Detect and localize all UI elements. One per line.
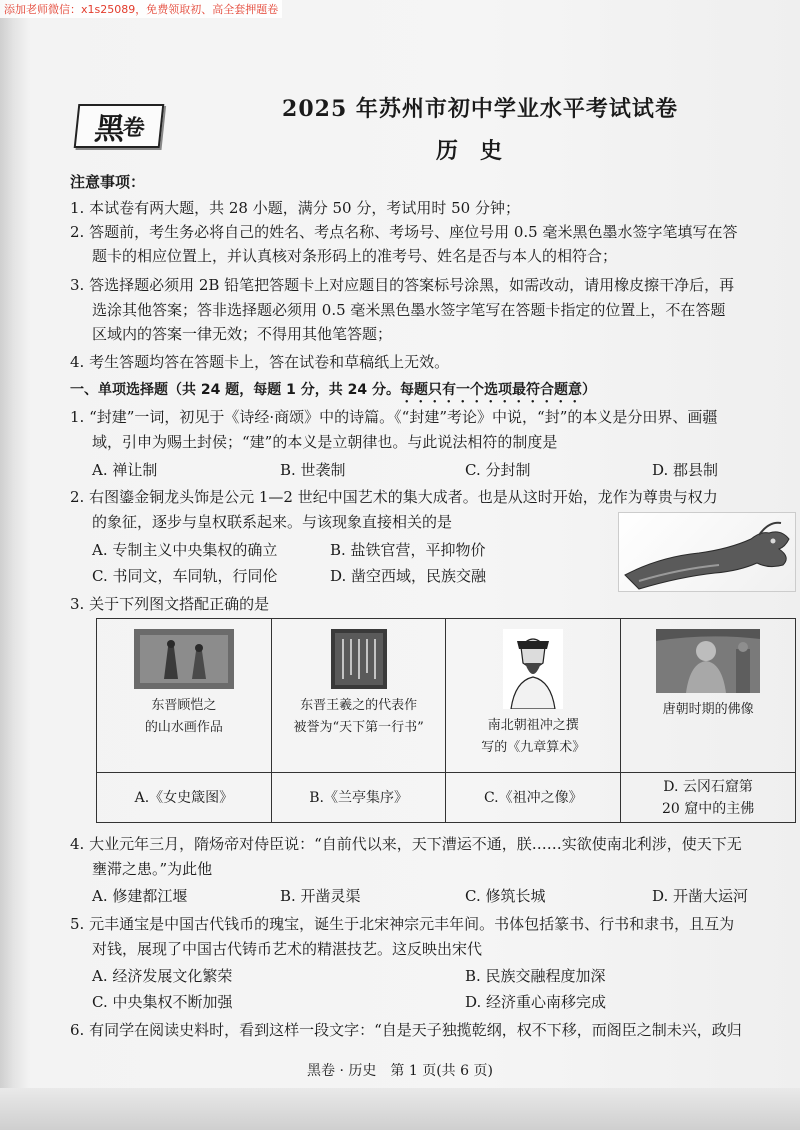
q3-answer-a bbox=[97, 773, 272, 823]
q3-answer-d bbox=[621, 773, 796, 823]
q1-stem: 1. “封建”一词，初见于《诗经·商颂》中的诗篇。《“封建”考论》中说，“封”的本义是分田界、画疆 bbox=[70, 408, 718, 426]
q3-image-row bbox=[97, 619, 796, 773]
q1-stem: 域，引申为赐土封侯；“建”的本义是立朝律也。与此说法相符的制度是 bbox=[92, 433, 558, 451]
logo-char-2: 卷 bbox=[121, 115, 145, 141]
notice-heading: 注意事项： bbox=[70, 173, 146, 191]
q3-cell-c bbox=[446, 619, 621, 773]
q1-option-b: B. 世袭制 bbox=[280, 461, 346, 479]
q4-stem: 壅滞之患。”为此他 bbox=[92, 860, 213, 878]
caption-line: 写的《九章算术》 bbox=[481, 739, 586, 755]
answer-line: C.《祖冲之像》 bbox=[483, 789, 583, 806]
answer-line: A.《女史箴图》 bbox=[134, 789, 234, 806]
q3-answer-c bbox=[446, 773, 621, 823]
q5-option-a: A. 经济发展文化繁荣 bbox=[92, 967, 233, 985]
q3-answer-row bbox=[97, 773, 796, 823]
caption-line: 被誉为“天下第一行书” bbox=[293, 719, 424, 735]
q5-stem: 对钱，展现了中国古代铸币艺术的精湛技艺。这反映出宋代 bbox=[92, 940, 483, 958]
answer-line: D. 云冈石窟第 bbox=[663, 778, 753, 795]
q4-option-c: C. 修筑长城 bbox=[465, 887, 546, 905]
notice-item: 4. 考生答题均答在答题卡上，答在试卷和草稿纸上无效。 bbox=[70, 353, 450, 371]
q3-answer-b bbox=[271, 773, 446, 823]
painting-thumbnail bbox=[134, 629, 234, 689]
q2-stem: 的象征，逐步与皇权联系起来。与该现象直接相关的是 bbox=[92, 513, 453, 531]
q5-option-b: B. 民族交融程度加深 bbox=[465, 967, 606, 985]
q2-option-a: A. 专制主义中央集权的确立 bbox=[92, 541, 278, 559]
q2-stem: 2. 右图鎏金铜龙头饰是公元 1—2 世纪中国艺术的集大成者。也是从这时开始，龙作为尊贵与权力 bbox=[70, 488, 718, 506]
q3-image-table bbox=[96, 618, 796, 823]
q2-option-d: D. 凿空西域，民族交融 bbox=[330, 567, 487, 585]
notice-item: 选涂其他答案；答非选择题必须用 0.5 毫米黑色墨水签字笔写在答题卡指定的位置上，不在答题 bbox=[92, 301, 726, 319]
q3-cell-b bbox=[271, 619, 446, 773]
gilt-bronze-dragon-head-image bbox=[618, 512, 796, 592]
caption-line: 东晋顾恺之 bbox=[151, 697, 217, 713]
q1-option-a: A. 禅让制 bbox=[92, 461, 158, 479]
q5-option-c: C. 中央集权不断加强 bbox=[92, 993, 233, 1011]
q4-stem: 4. 大业元年三月，隋炀帝对侍臣说：“自前代以来，天下漕运不通，朕……实欲使南北利涉，使天下无 bbox=[70, 835, 742, 853]
exam-subject: 历史 bbox=[435, 138, 524, 164]
q2-option-c: C. 书同文，车同轨，行同伦 bbox=[92, 567, 278, 585]
q1-option-c: C. 分封制 bbox=[465, 461, 531, 479]
q1-option-d: D. 郡县制 bbox=[652, 461, 719, 479]
portrait-thumbnail bbox=[503, 629, 563, 709]
q3-cell-d bbox=[621, 619, 796, 773]
answer-line: 20 窟中的主佛 bbox=[661, 800, 755, 817]
section-heading-prefix: 一、单项选择题（共 24 题，每题 1 分，共 24 分。 bbox=[70, 382, 400, 398]
logo-char-1: 黑 bbox=[92, 112, 125, 147]
notice-item: 2. 答题前，考生务必将自己的姓名、考点名称、考场号、座位号用 0.5 毫米黑色墨水签字笔填写在答 bbox=[70, 223, 738, 241]
q5-option-d: D. 经济重心南移完成 bbox=[465, 993, 607, 1011]
heijuan-logo bbox=[74, 104, 165, 148]
caption-line: 东晋王羲之的代表作 bbox=[300, 697, 418, 713]
exam-title: 2025 年苏州市初中学业水平考试试卷 bbox=[282, 96, 678, 122]
notice-item: 题卡的相应位置上，并认真核对条形码上的准考号、姓名是否与本人的相符合； bbox=[92, 247, 618, 265]
section-heading bbox=[70, 380, 596, 406]
q4-option-d: D. 开凿大运河 bbox=[652, 887, 749, 905]
q5-stem: 5. 元丰通宝是中国古代钱币的瑰宝，诞生于北宋神宗元丰年间。书体包括篆书、行书和隶书，且互为 bbox=[70, 915, 735, 933]
notice-item: 区域内的答案一律无效；不得用其他笔答题； bbox=[92, 325, 393, 343]
caption-line: 的山水画作品 bbox=[144, 719, 223, 735]
caption-line: 唐朝时期的佛像 bbox=[662, 701, 754, 717]
notice-item: 3. 答选择题必须用 2B 铅笔把答题卡上对应题目的答案标号涂黑，如需改动，请用橡皮擦干净后，再 bbox=[70, 276, 735, 294]
section-heading-suffix: ） bbox=[581, 382, 596, 398]
q6-stem: 6. 有同学在阅读史料时，看到这样一段文字：“自是天子独揽乾纲，权不下移，而阁臣之制未兴，政归 bbox=[70, 1021, 742, 1039]
q3-caption-a bbox=[145, 695, 223, 739]
q4-option-a: A. 修建都江堰 bbox=[92, 887, 188, 905]
caption-line: 南北朝祖冲之撰 bbox=[487, 717, 579, 733]
q4-option-b: B. 开凿灵渠 bbox=[280, 887, 361, 905]
section-heading-emphasis: 每题只有一个选项最符合题意 bbox=[399, 382, 582, 398]
page-footer: 黑卷 · 历史 第 1 页(共 6 页) bbox=[307, 1063, 493, 1079]
q2-option-b: B. 盐铁官营，平抑物价 bbox=[330, 541, 486, 559]
q3-caption-d bbox=[663, 699, 754, 721]
watermark-text: 添加老师微信：x1s25089，免费领取初、高全套押题卷 bbox=[0, 0, 282, 18]
calligraphy-thumbnail bbox=[331, 629, 387, 689]
answer-line: B.《兰亭集序》 bbox=[309, 789, 408, 806]
q3-caption-b bbox=[293, 695, 423, 739]
q3-stem: 3. 关于下列图文搭配正确的是 bbox=[70, 595, 270, 613]
q3-cell-a bbox=[97, 619, 272, 773]
dragon-head-illustration bbox=[619, 513, 797, 593]
notice-item: 1. 本试卷有两大题，共 28 小题，满分 50 分，考试用时 50 分钟； bbox=[70, 199, 520, 217]
buddha-statue-thumbnail bbox=[656, 629, 760, 693]
q3-caption-c bbox=[481, 715, 585, 759]
